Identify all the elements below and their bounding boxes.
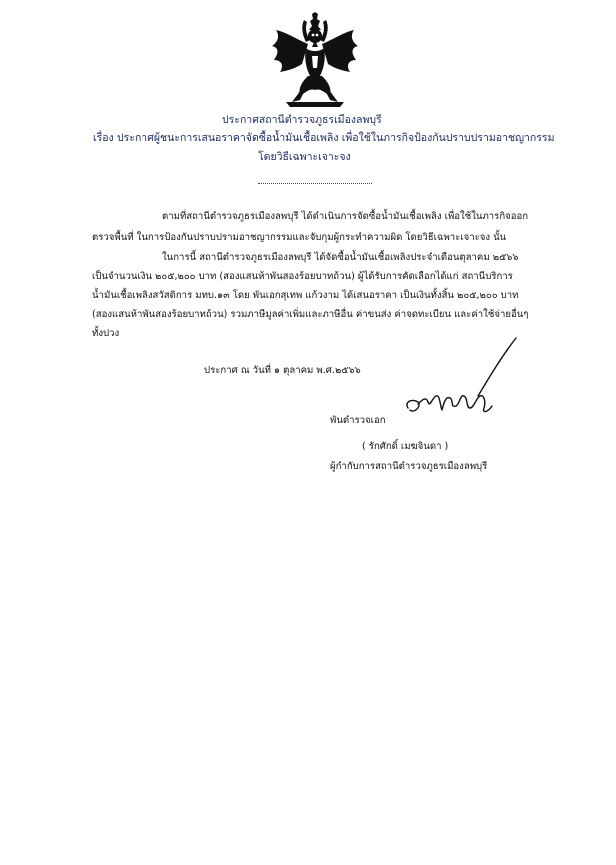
garuda-emblem-icon [268, 12, 362, 108]
paragraph-2-line-3: น้ำมันเชื้อเพลิงสวัสดิการ มทบ.๑๓ โดย พันเอกสุเทพ แก้วงาม ได้เสนอราคา เป็นเงินทั้งสิ้น ๒๐๕,๒๐๐ บาท [92, 290, 519, 301]
signer-position: ผู้กำกับการสถานีตำรวจภูธรเมืองลพบุรี [330, 461, 488, 472]
announcement-subject: เรื่อง ประกาศผู้ชนะการเสนอราคาจัดซื้อน้ำมันเชื้อเพลิง เพื่อใช้ในภารกิจป้องกันปราบปรามอาชญากรรม [93, 132, 555, 144]
paragraph-2-line-4: (สองแสนห้าพันสองร้อยบาทถ้วน) รวมภาษีมูลค่าเพิ่มและภาษีอื่น ค่าขนส่ง ค่าจดทะเบียน และค่าใช้จ่ายอื่นๆ [92, 309, 529, 320]
heading-divider [258, 183, 372, 184]
paragraph-1-line-1: ตามที่สถานีตำรวจภูธรเมืองลพบุรี ได้ดำเนินการจัดซื้อน้ำมันเชื้อเพลิง เพื่อใช้ในภารกิจออก [162, 211, 529, 222]
signer-rank: พันตำรวจเอก [330, 415, 386, 426]
signer-name: ( รักศักดิ์ เมฆจินดา ) [362, 441, 449, 452]
paragraph-1-line-2: ตรวจพื้นที่ ในการป้องกันปราบปรามอาชญากรรมและจับกุมผู้กระทำความผิด โดยวิธีเฉพาะเจาะจง นั้น [92, 232, 507, 243]
paragraph-2-line-2: เป็นจำนวนเงิน ๒๐๕,๒๐๐ บาท (สองแสนห้าพันสองร้อยบาทถ้วน) ผู้ได้รับการคัดเลือกได้แก่ สถานีบริการ [92, 271, 513, 282]
handwritten-signature [398, 336, 528, 426]
announcement-date: ประกาศ ณ วันที่ ๑ ตุลาคม พ.ศ.๒๕๖๖ [204, 365, 361, 376]
paragraph-2-line-1: ในการนี้ สถานีตำรวจภูธรเมืองลพบุรี ได้จัดซื้อน้ำมันเชื้อเพลิงประจำเดือนตุลาคม ๒๕๖๖ [162, 252, 519, 263]
announcement-title: ประกาศสถานีตำรวจภูธรเมืองลพบุรี [222, 114, 382, 126]
paragraph-2-line-5: ทั้งปวง [92, 328, 120, 339]
procurement-method: โดยวิธีเฉพาะเจาะจง [258, 151, 351, 163]
